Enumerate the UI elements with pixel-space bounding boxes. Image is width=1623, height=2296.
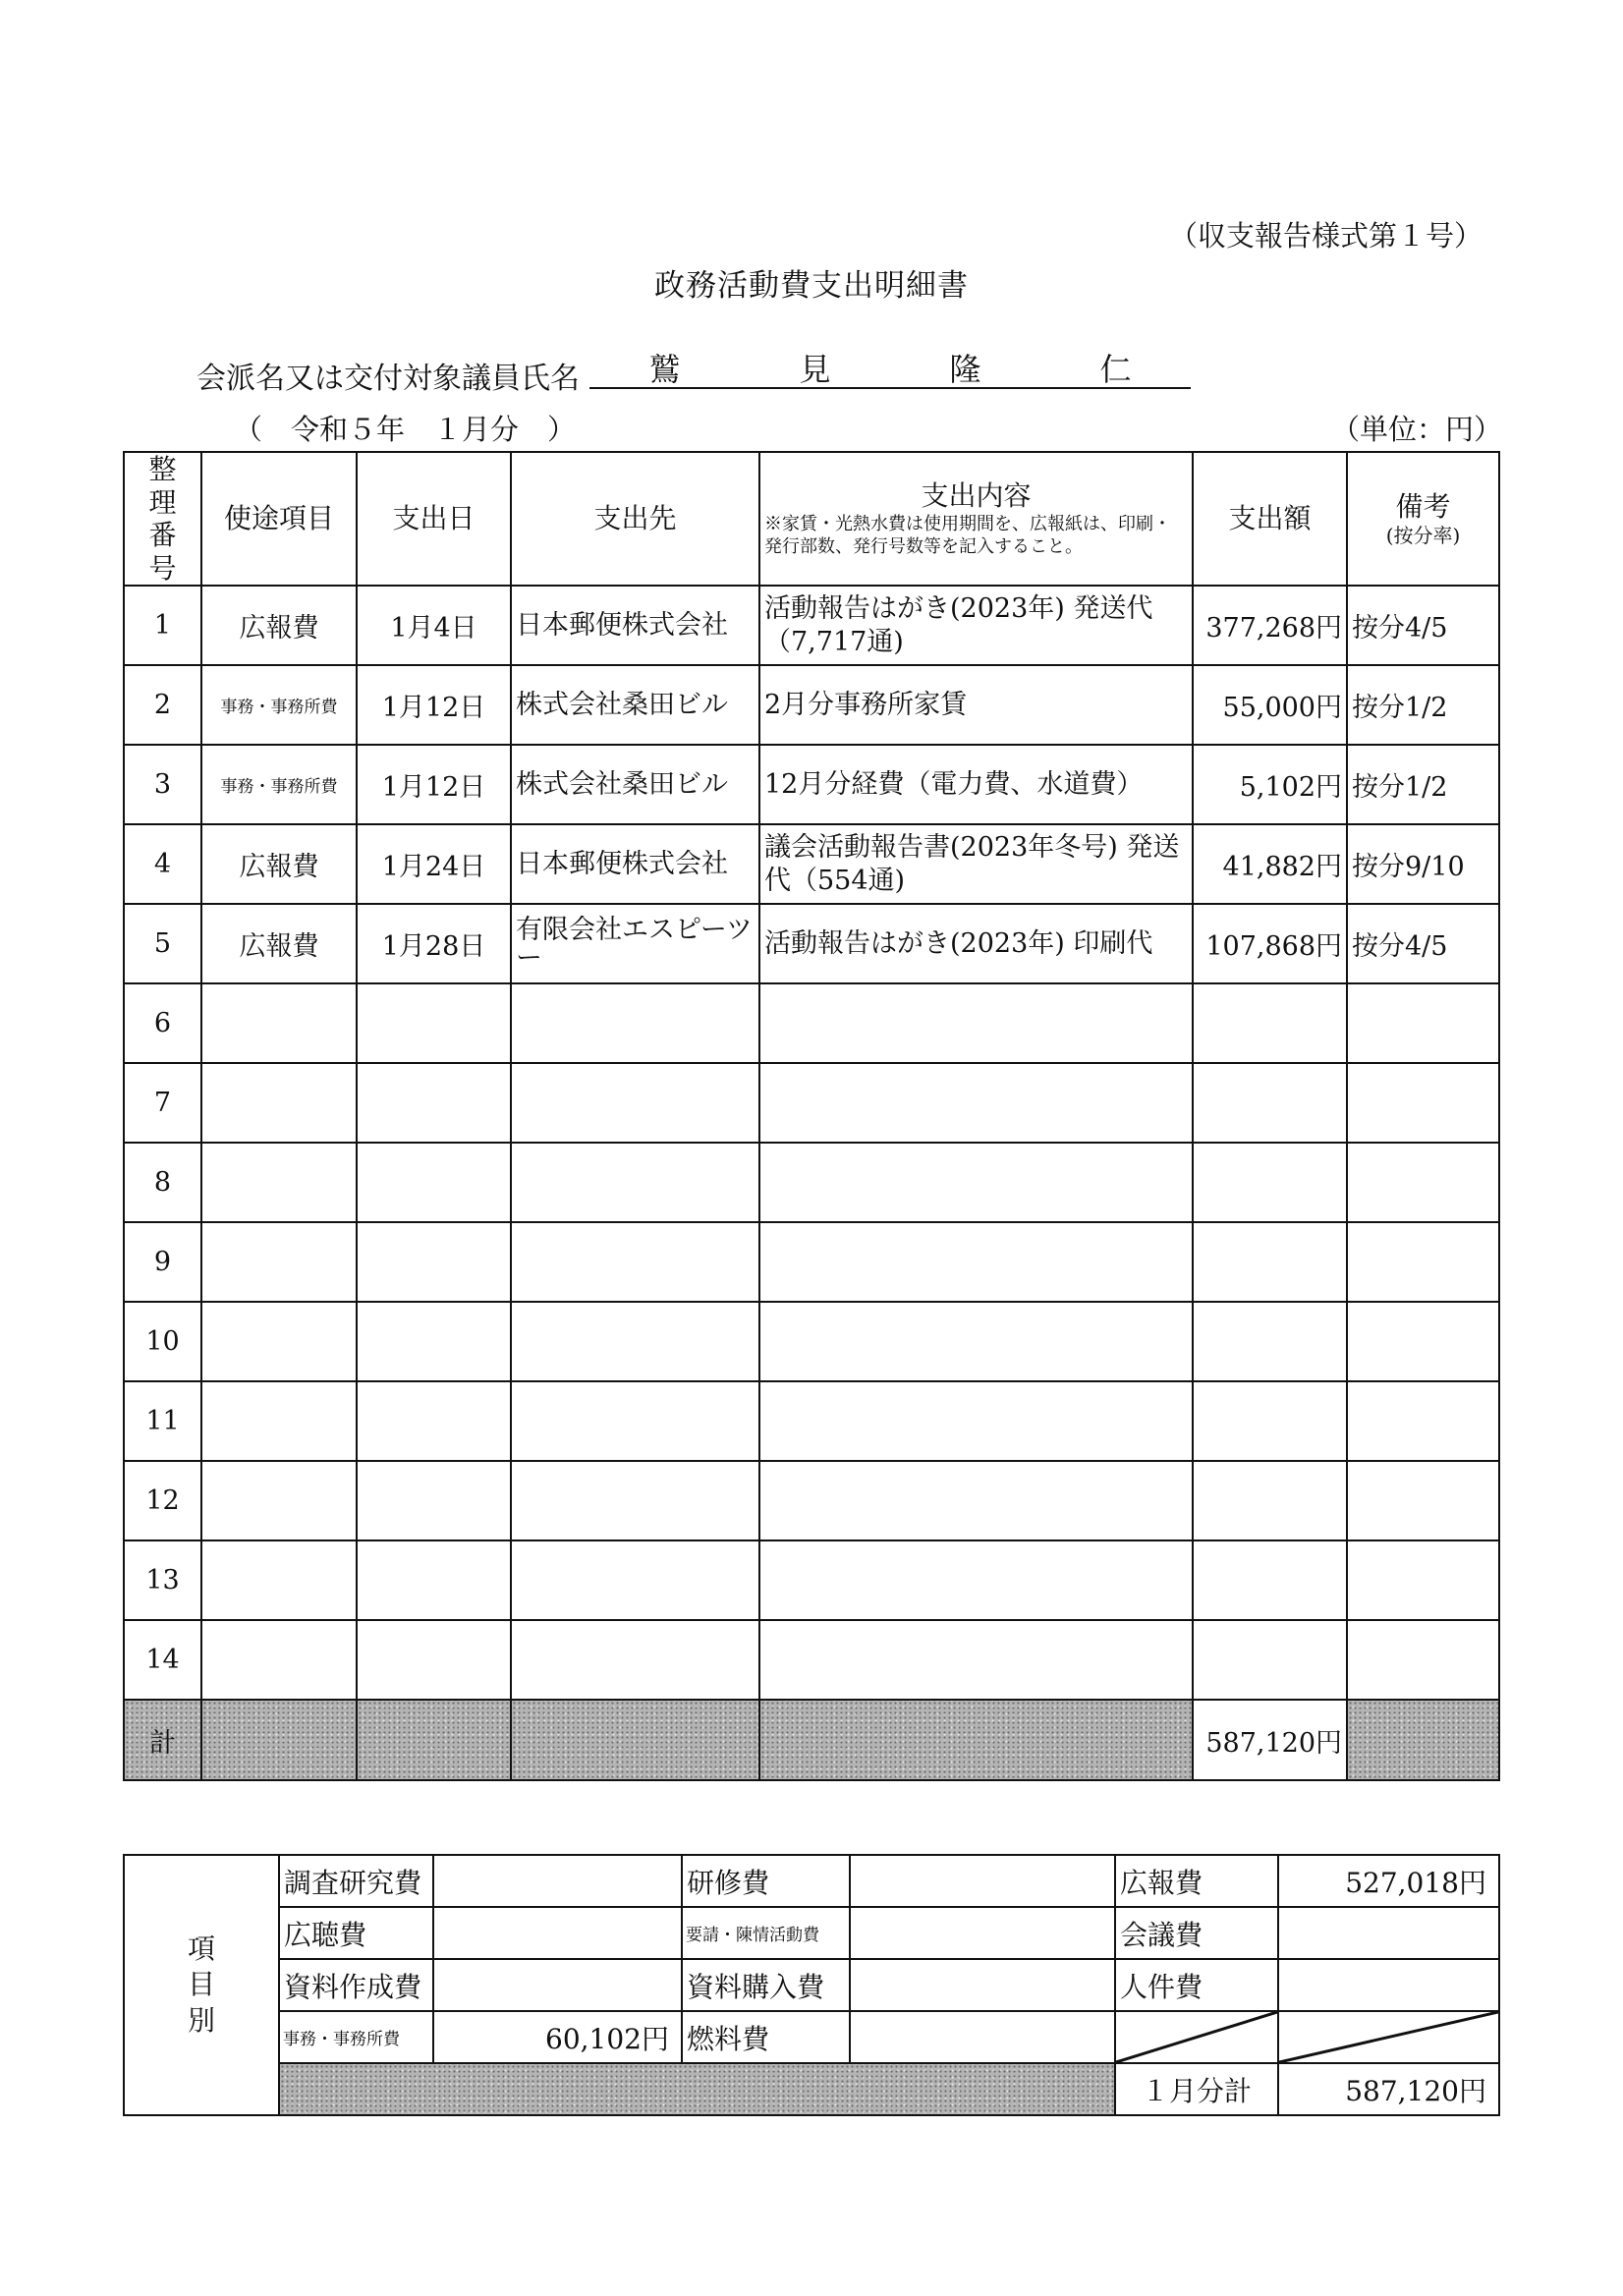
row-use: 事務・事務所費 — [201, 665, 357, 745]
unit-label: （単位：円） — [1331, 413, 1503, 446]
research-label: 調査研究費 — [279, 1855, 433, 1907]
table-row — [124, 665, 1499, 745]
row-payee — [511, 1302, 759, 1381]
table-row — [124, 1381, 1499, 1461]
side-char: 別 — [187, 2003, 215, 2037]
row-no: 8 — [124, 1143, 201, 1222]
petition-label: 要請・陳情活動費 — [682, 1907, 850, 1959]
row-use — [201, 983, 357, 1063]
materials-make-label: 資料作成費 — [279, 1959, 433, 2011]
row-remark: 按分1/2 — [1347, 745, 1499, 824]
table-row — [124, 586, 1499, 665]
row-no: 10 — [124, 1302, 201, 1381]
row-no: 4 — [124, 824, 201, 904]
summary-row — [124, 1959, 1499, 2011]
row-remark — [1347, 1063, 1499, 1143]
table-header-row — [124, 452, 1499, 586]
row-no: 1 — [124, 586, 201, 665]
row-content — [759, 1222, 1193, 1302]
row-remark: 按分4/5 — [1347, 904, 1499, 983]
summary-total-row — [124, 2063, 1499, 2115]
row-date — [357, 1063, 511, 1143]
row-content — [759, 1381, 1193, 1461]
side-char: 項 — [187, 1932, 215, 1965]
row-no: 7 — [124, 1063, 201, 1143]
member-label: 会派名又は交付対象議員氏名 — [196, 362, 580, 396]
row-amount — [1193, 1381, 1347, 1461]
expense-table — [123, 451, 1500, 1781]
row-content: 12月分経費（電力費、水道費） — [759, 745, 1193, 824]
materials-buy-value — [850, 1959, 1115, 2011]
fuel-label: 燃料費 — [682, 2011, 850, 2063]
row-amount: 107,868円 — [1193, 904, 1347, 983]
total-label: 計 — [124, 1700, 201, 1780]
office-value: 60,102円 — [433, 2011, 682, 2063]
row-date: 1月24日 — [357, 824, 511, 904]
row-use: 事務・事務所費 — [201, 745, 357, 824]
meeting-label: 会議費 — [1115, 1907, 1278, 1959]
row-use — [201, 1143, 357, 1222]
row-use — [201, 1540, 357, 1620]
row-no: 13 — [124, 1540, 201, 1620]
row-remark — [1347, 1540, 1499, 1620]
table-row — [124, 745, 1499, 824]
row-amount: 377,268円 — [1193, 586, 1347, 665]
row-remark — [1347, 1381, 1499, 1461]
row-remark — [1347, 1143, 1499, 1222]
row-amount — [1193, 1540, 1347, 1620]
row-remark — [1347, 1222, 1499, 1302]
row-amount: 55,000円 — [1193, 665, 1347, 745]
form-number: （収支報告様式第１号） — [1169, 219, 1483, 252]
row-payee — [511, 1063, 759, 1143]
summary-row — [124, 1907, 1499, 1959]
petition-value — [850, 1907, 1115, 1959]
row-payee: 日本郵便株式会社 — [511, 586, 759, 665]
personnel-value — [1278, 1959, 1499, 2011]
row-remark — [1347, 1620, 1499, 1700]
total-amount: 587,120円 — [1193, 1700, 1347, 1780]
diagonal-line — [1116, 2012, 1277, 2062]
row-payee: 日本郵便株式会社 — [511, 824, 759, 904]
row-date — [357, 1540, 511, 1620]
summary-side-label — [124, 1855, 279, 2115]
row-use — [201, 1302, 357, 1381]
row-content: 2月分事務所家賃 — [759, 665, 1193, 745]
header-amount: 支出額 — [1193, 452, 1347, 586]
row-date — [357, 983, 511, 1063]
row-content — [759, 1620, 1193, 1700]
table-row — [124, 1302, 1499, 1381]
row-payee — [511, 1381, 759, 1461]
shaded-cell — [511, 1700, 759, 1780]
row-amount — [1193, 1143, 1347, 1222]
row-date: 1月12日 — [357, 665, 511, 745]
header-content-title: 支出内容 — [921, 478, 1032, 512]
table-row — [124, 904, 1499, 983]
pr-label: 広報費 — [1115, 1855, 1278, 1907]
row-date — [357, 1222, 511, 1302]
row-amount — [1193, 1222, 1347, 1302]
row-amount — [1193, 1461, 1347, 1540]
row-amount — [1193, 1302, 1347, 1381]
row-content — [759, 1540, 1193, 1620]
row-remark: 按分4/5 — [1347, 586, 1499, 665]
table-row — [124, 1461, 1499, 1540]
row-date — [357, 1461, 511, 1540]
row-content: 活動報告はがき(2023年) 発送代（7,717通) — [759, 586, 1193, 665]
hearing-value — [433, 1907, 682, 1959]
row-remark — [1347, 983, 1499, 1063]
row-payee — [511, 1461, 759, 1540]
row-payee: 株式会社桑田ビル — [511, 745, 759, 824]
row-date — [357, 1143, 511, 1222]
member-name-char: 見 — [799, 351, 831, 388]
summary-row — [124, 1855, 1499, 1907]
row-content — [759, 1461, 1193, 1540]
row-payee — [511, 983, 759, 1063]
training-value — [850, 1855, 1115, 1907]
category-summary-table — [123, 1854, 1500, 2116]
summary-row — [124, 2011, 1499, 2063]
row-no: 9 — [124, 1222, 201, 1302]
row-content: 活動報告はがき(2023年) 印刷代 — [759, 904, 1193, 983]
header-remark-sub: (按分率) — [1385, 523, 1461, 547]
diagonal-blank-cell — [1278, 2011, 1499, 2063]
table-row — [124, 824, 1499, 904]
row-use: 広報費 — [201, 904, 357, 983]
row-date — [357, 1302, 511, 1381]
research-value — [433, 1855, 682, 1907]
row-remark — [1347, 1461, 1499, 1540]
header-no: 整理番号 — [124, 452, 201, 586]
row-use — [201, 1063, 357, 1143]
row-date: 1月28日 — [357, 904, 511, 983]
office-label: 事務・事務所費 — [279, 2011, 433, 2063]
row-no: 2 — [124, 665, 201, 745]
month-total-value: 587,120円 — [1278, 2063, 1499, 2115]
row-remark: 按分1/2 — [1347, 665, 1499, 745]
row-payee — [511, 1222, 759, 1302]
row-no: 5 — [124, 904, 201, 983]
row-amount: 41,882円 — [1193, 824, 1347, 904]
row-remark — [1347, 1302, 1499, 1381]
row-content: 議会活動報告書(2023年冬号) 発送代（554通) — [759, 824, 1193, 904]
row-content — [759, 983, 1193, 1063]
shaded-cell — [1347, 1700, 1499, 1780]
row-content — [759, 1063, 1193, 1143]
header-content — [759, 452, 1193, 586]
fuel-value — [850, 2011, 1115, 2063]
materials-buy-label: 資料購入費 — [682, 1959, 850, 2011]
shaded-cell — [357, 1700, 511, 1780]
row-no: 11 — [124, 1381, 201, 1461]
meeting-value — [1278, 1907, 1499, 1959]
diagonal-line — [1279, 2012, 1498, 2062]
member-name — [589, 348, 1191, 389]
row-content — [759, 1302, 1193, 1381]
row-no: 6 — [124, 983, 201, 1063]
shaded-cell — [201, 1700, 357, 1780]
row-payee — [511, 1143, 759, 1222]
row-payee — [511, 1620, 759, 1700]
table-row — [124, 1063, 1499, 1143]
shaded-cell — [279, 2063, 1115, 2115]
row-date — [357, 1620, 511, 1700]
header-payee: 支出先 — [511, 452, 759, 586]
diagonal-blank-cell — [1115, 2011, 1278, 2063]
training-label: 研修費 — [682, 1855, 850, 1907]
row-payee: 株式会社桑田ビル — [511, 665, 759, 745]
member-name-char: 鷲 — [648, 351, 681, 388]
row-use — [201, 1222, 357, 1302]
row-amount — [1193, 983, 1347, 1063]
row-date: 1月12日 — [357, 745, 511, 824]
member-name-char: 仁 — [1099, 351, 1132, 388]
table-row — [124, 1143, 1499, 1222]
month-total-label: １月分計 — [1115, 2063, 1278, 2115]
row-date: 1月4日 — [357, 586, 511, 665]
row-remark: 按分9/10 — [1347, 824, 1499, 904]
row-use — [201, 1381, 357, 1461]
table-row — [124, 983, 1499, 1063]
row-date — [357, 1381, 511, 1461]
table-row — [124, 1620, 1499, 1700]
table-row — [124, 1222, 1499, 1302]
hearing-label: 広聴費 — [279, 1907, 433, 1959]
report-period: （ 令和５年 １月分 ） — [234, 413, 577, 446]
row-use: 広報費 — [201, 586, 357, 665]
row-use — [201, 1620, 357, 1700]
header-date: 支出日 — [357, 452, 511, 586]
materials-make-value — [433, 1959, 682, 2011]
side-char: 目 — [187, 1968, 215, 2001]
total-row — [124, 1700, 1499, 1780]
header-content-note: ※家賃・光熱水費は使用期間を、広報紙は、印刷・発行部数、発行号数等を記入すること。 — [764, 514, 1171, 557]
row-no: 14 — [124, 1620, 201, 1700]
row-content — [759, 1143, 1193, 1222]
row-no: 3 — [124, 745, 201, 824]
header-remark-title: 備考 — [1395, 490, 1451, 524]
row-payee: 有限会社エスピーツー — [511, 904, 759, 983]
row-no: 12 — [124, 1461, 201, 1540]
header-remark — [1347, 452, 1499, 586]
personnel-label: 人件費 — [1115, 1959, 1278, 2011]
pr-value: 527,018円 — [1278, 1855, 1499, 1907]
row-amount — [1193, 1063, 1347, 1143]
member-name-char: 隆 — [949, 351, 981, 388]
document-title: 政務活動費支出明細書 — [654, 268, 969, 304]
row-amount: 5,102円 — [1193, 745, 1347, 824]
header-use: 使途項目 — [201, 452, 357, 586]
row-use — [201, 1461, 357, 1540]
shaded-cell — [759, 1700, 1193, 1780]
row-amount — [1193, 1620, 1347, 1700]
row-payee — [511, 1540, 759, 1620]
table-row — [124, 1540, 1499, 1620]
row-use: 広報費 — [201, 824, 357, 904]
